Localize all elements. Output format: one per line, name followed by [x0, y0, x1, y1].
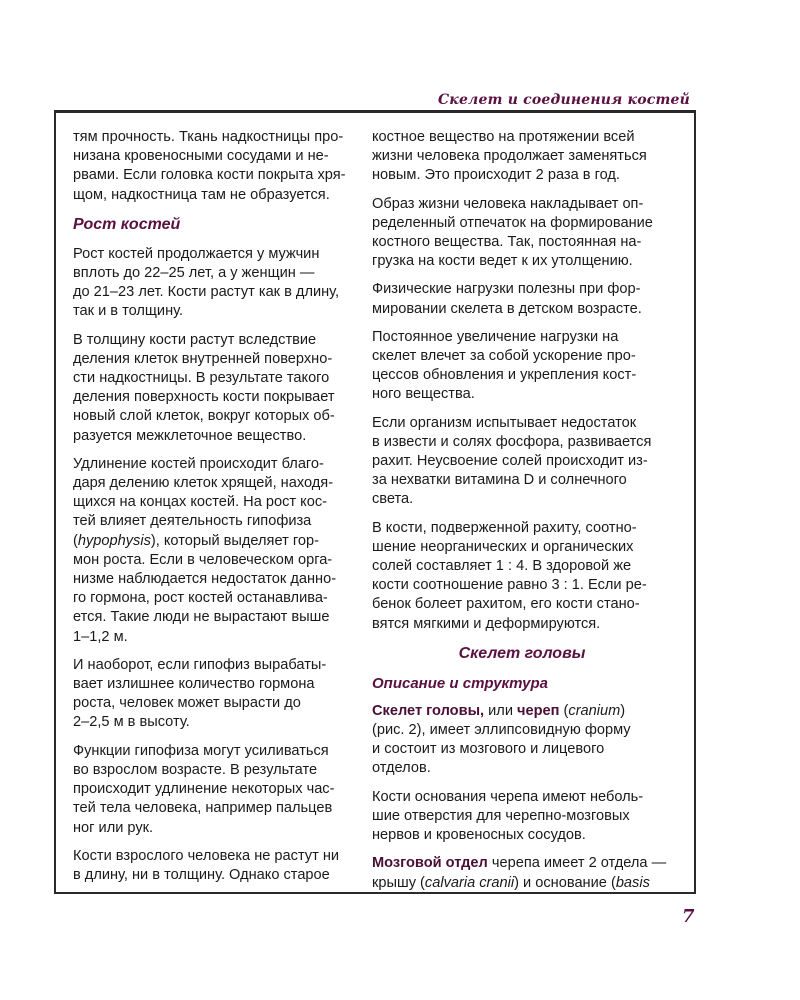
paragraph — [372, 328, 672, 405]
paragraph — [372, 280, 672, 318]
text-line: сти надкостницы. В результате такого — [73, 370, 330, 387]
latin-term: basis — [615, 874, 650, 891]
text-line: деления поверхность кости покрывает — [73, 389, 335, 406]
text-line: щихся на концах костей. На рост кос- — [73, 494, 327, 511]
paragraph — [372, 519, 672, 634]
paragraph — [73, 245, 355, 322]
text-line: разуется межклеточное вещество. — [73, 427, 307, 444]
section-heading-skull: Скелет головы — [458, 644, 586, 662]
text-line: грузка на кости ведет к их утолщению. — [372, 253, 633, 270]
text-line: скелет влечет за собой ускорение про- — [372, 348, 636, 365]
text-line: за нехватки витамина D и солнечного — [372, 472, 627, 489]
text-line: отделов. — [372, 760, 431, 777]
latin-term: cranium — [568, 702, 621, 719]
page-number: 7 — [682, 906, 695, 927]
text-line: шие отверстия для черепно-мозговых — [372, 807, 630, 824]
text-line: света. — [372, 491, 414, 508]
text-line: Кости взрослого человека не растут ни — [73, 847, 340, 864]
paragraph — [372, 702, 672, 779]
text-line: новый слой клеток, вокруг которых об- — [73, 408, 335, 425]
text-line: низана кровеносными сосудами и не- — [73, 148, 329, 165]
text-line: роста, человек может вырасти до — [73, 695, 301, 712]
left-column — [73, 128, 355, 894]
text-line: щом, надкостница там не образуется. — [73, 186, 330, 203]
text-line: в извести и солях фосфора, развивается — [372, 433, 652, 450]
text-line: В кости, подверженной рахиту, соотно- — [372, 519, 637, 536]
text-line: крышу (calvaria cranii) и основание (basis — [372, 874, 650, 891]
latin-term: calvaria cranii — [424, 874, 515, 891]
latin-term: hypophysis — [77, 532, 151, 549]
paragraph — [372, 788, 672, 846]
text-line: даря делению клеток хрящей, находя- — [73, 475, 334, 492]
text-line: вает излишнее количество гормона — [73, 676, 315, 693]
text-line: нервов и кровеносных сосудов. — [372, 827, 586, 844]
text-line: И наоборот, если гипофиз вырабаты- — [73, 656, 327, 673]
text-line: Если организм испытывает недостаток — [372, 414, 637, 431]
paragraph — [372, 854, 672, 892]
text-line: низме наблюдается недостаток данно- — [73, 571, 337, 588]
paragraph — [73, 656, 355, 733]
paragraph — [73, 331, 355, 446]
paragraph — [372, 195, 672, 272]
text-line: Физические нагрузки полезны при фор- — [372, 281, 641, 298]
text-line: вплоть до 22–25 лет, а у женщин — — [73, 265, 315, 282]
text-line: шение неорганических и органических — [372, 538, 634, 555]
term-skull: Скелет головы, — [372, 702, 485, 719]
paragraph — [73, 455, 355, 647]
text-line: рвами. Если головка кости покрыта хря- — [73, 167, 346, 184]
text-line: тям прочность. Ткань надкостницы про- — [73, 129, 344, 145]
text-line: деления клеток внутренней поверхно- — [73, 350, 333, 367]
text-line: так и в толщину. — [73, 303, 184, 320]
text-line: 2–2,5 м в высоту. — [73, 714, 190, 731]
text-line: новым. Это происходит 2 раза в год. — [372, 167, 620, 184]
text-line: Рост костей продолжается у мужчин — [73, 245, 320, 262]
paragraph — [372, 414, 672, 510]
term-brain-section: Мозговой отдел — [372, 855, 488, 872]
text-line: (рис. 2), имеет эллипсовидную форму — [372, 722, 631, 739]
text-line: Функции гипофиза могут усиливаться — [73, 742, 329, 759]
text-line: происходит удлинение некоторых час- — [73, 781, 335, 798]
right-column — [372, 128, 672, 902]
text-line: кости соотношение равно 3 : 1. Если ре- — [372, 577, 647, 594]
running-head: Скелет и соединения костей — [437, 92, 690, 108]
text-line: в длину, ни в толщину. Однако старое — [73, 866, 330, 883]
text-line: В толщину кости растут вследствие — [73, 331, 317, 348]
paragraph — [73, 128, 355, 205]
text-line: вятся мягкими и деформируются. — [372, 615, 601, 632]
text-line: костное вещество на протяжении всей — [372, 129, 635, 145]
text-line: мировании скелета в детском возрасте. — [372, 300, 642, 317]
text-line: Мозговой отдел черепа имеет 2 отдела — — [372, 855, 667, 872]
paragraph — [73, 847, 355, 885]
text-line: Образ жизни человека накладывает оп- — [372, 195, 644, 212]
term-cranium: череп — [517, 702, 560, 719]
paragraph — [73, 742, 355, 838]
text-line: Скелет головы, или череп (cranium) — [372, 702, 626, 719]
section-heading-bone-growth: Рост костей — [73, 215, 181, 233]
text-line: во взрослом возрасте. В результате — [73, 761, 318, 778]
text-line: тей влияет деятельность гипофиза — [73, 513, 312, 530]
text-line: (hypophysis), который выделяет гор- — [73, 532, 319, 549]
text-line: 1–1,2 м. — [73, 628, 128, 645]
text-line: тей тела человека, например пальцев — [73, 800, 333, 817]
text-line: жизни человека продолжает заменяться — [372, 148, 647, 165]
text-line: и состоит из мозгового и лицевого — [372, 741, 605, 758]
text-line: рахит. Неусвоение солей происходит из- — [372, 453, 648, 470]
text-line: Кости основания черепа имеют неболь- — [372, 788, 644, 805]
text-line: Постоянное увеличение нагрузки на — [372, 328, 619, 345]
text-line: бенок болеет рахитом, его кости стано- — [372, 596, 640, 613]
text-line: костного вещества. Так, постоянная на- — [372, 234, 642, 251]
text-line: ется. Такие люди не вырастают выше — [73, 609, 330, 626]
text-line: ределенный отпечаток на формирование — [372, 214, 653, 231]
text-line: ного вещества. — [372, 386, 475, 403]
text-line: ног или рук. — [73, 819, 154, 836]
text-line: го гормона, рост костей останавлива- — [73, 590, 328, 607]
text-line: до 21–23 лет. Кости растут как в длину, — [73, 284, 340, 301]
paragraph — [372, 128, 672, 186]
subheading-description: Описание и структура — [372, 674, 548, 692]
text-line: Удлинение костей происходит благо- — [73, 455, 324, 472]
text-line: мон роста. Если в человеческом орга- — [73, 551, 333, 568]
text-line: цессов обновления и укрепления кост- — [372, 367, 637, 384]
text-line: солей составляет 1 : 4. В здоровой же — [372, 558, 632, 575]
